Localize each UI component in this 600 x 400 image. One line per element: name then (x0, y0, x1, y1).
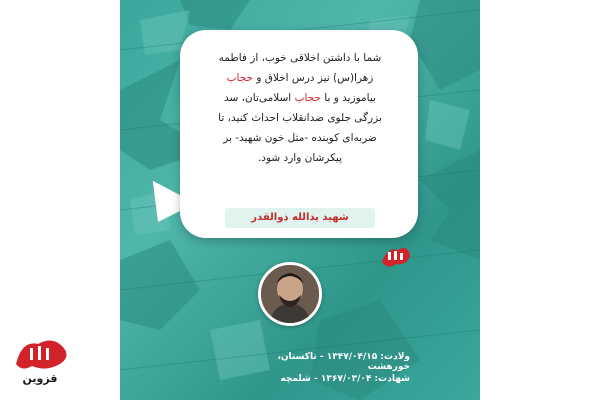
navid-shahed-logo-icon (378, 242, 414, 272)
quote-line: بزرگی جلوی ضدانقلاب احداث کنید، تا (218, 112, 382, 124)
quote-text-part: زهرا(س) نیز درس اخلاق و (253, 72, 374, 84)
highlight-word: حجاب (226, 72, 253, 84)
corner-city-label: قزوین (22, 372, 58, 385)
portrait-photo-icon (258, 262, 322, 326)
highlight-word: حجاب (294, 92, 321, 104)
martyrdom-info: شهادت: ۱۳۶۷/۰۳/۰۴ - شلمچه (280, 374, 410, 384)
quote-line: شما با داشتن اخلاقی خوب، از فاطمه (218, 52, 382, 64)
martyr-name: شهید یدالله ذوالقدر (225, 208, 375, 228)
poster (120, 0, 480, 400)
birth-info: ولادت: ۱۳۴۷/۰۴/۱۵ - تاکستان، خورهشت (277, 352, 410, 372)
quote-line: پیکرشان وارد شود. (257, 152, 343, 164)
quote-line: ضربه‌ای کوبنده -مثل خون شهید- بر (223, 132, 377, 144)
quote-line (190, 68, 410, 88)
quote-line (190, 88, 410, 108)
quote-text (190, 48, 410, 168)
quote-text-part: اسلامی‌تان، سد (224, 92, 295, 104)
quote-text-part: بیاموزید و با (320, 92, 376, 104)
